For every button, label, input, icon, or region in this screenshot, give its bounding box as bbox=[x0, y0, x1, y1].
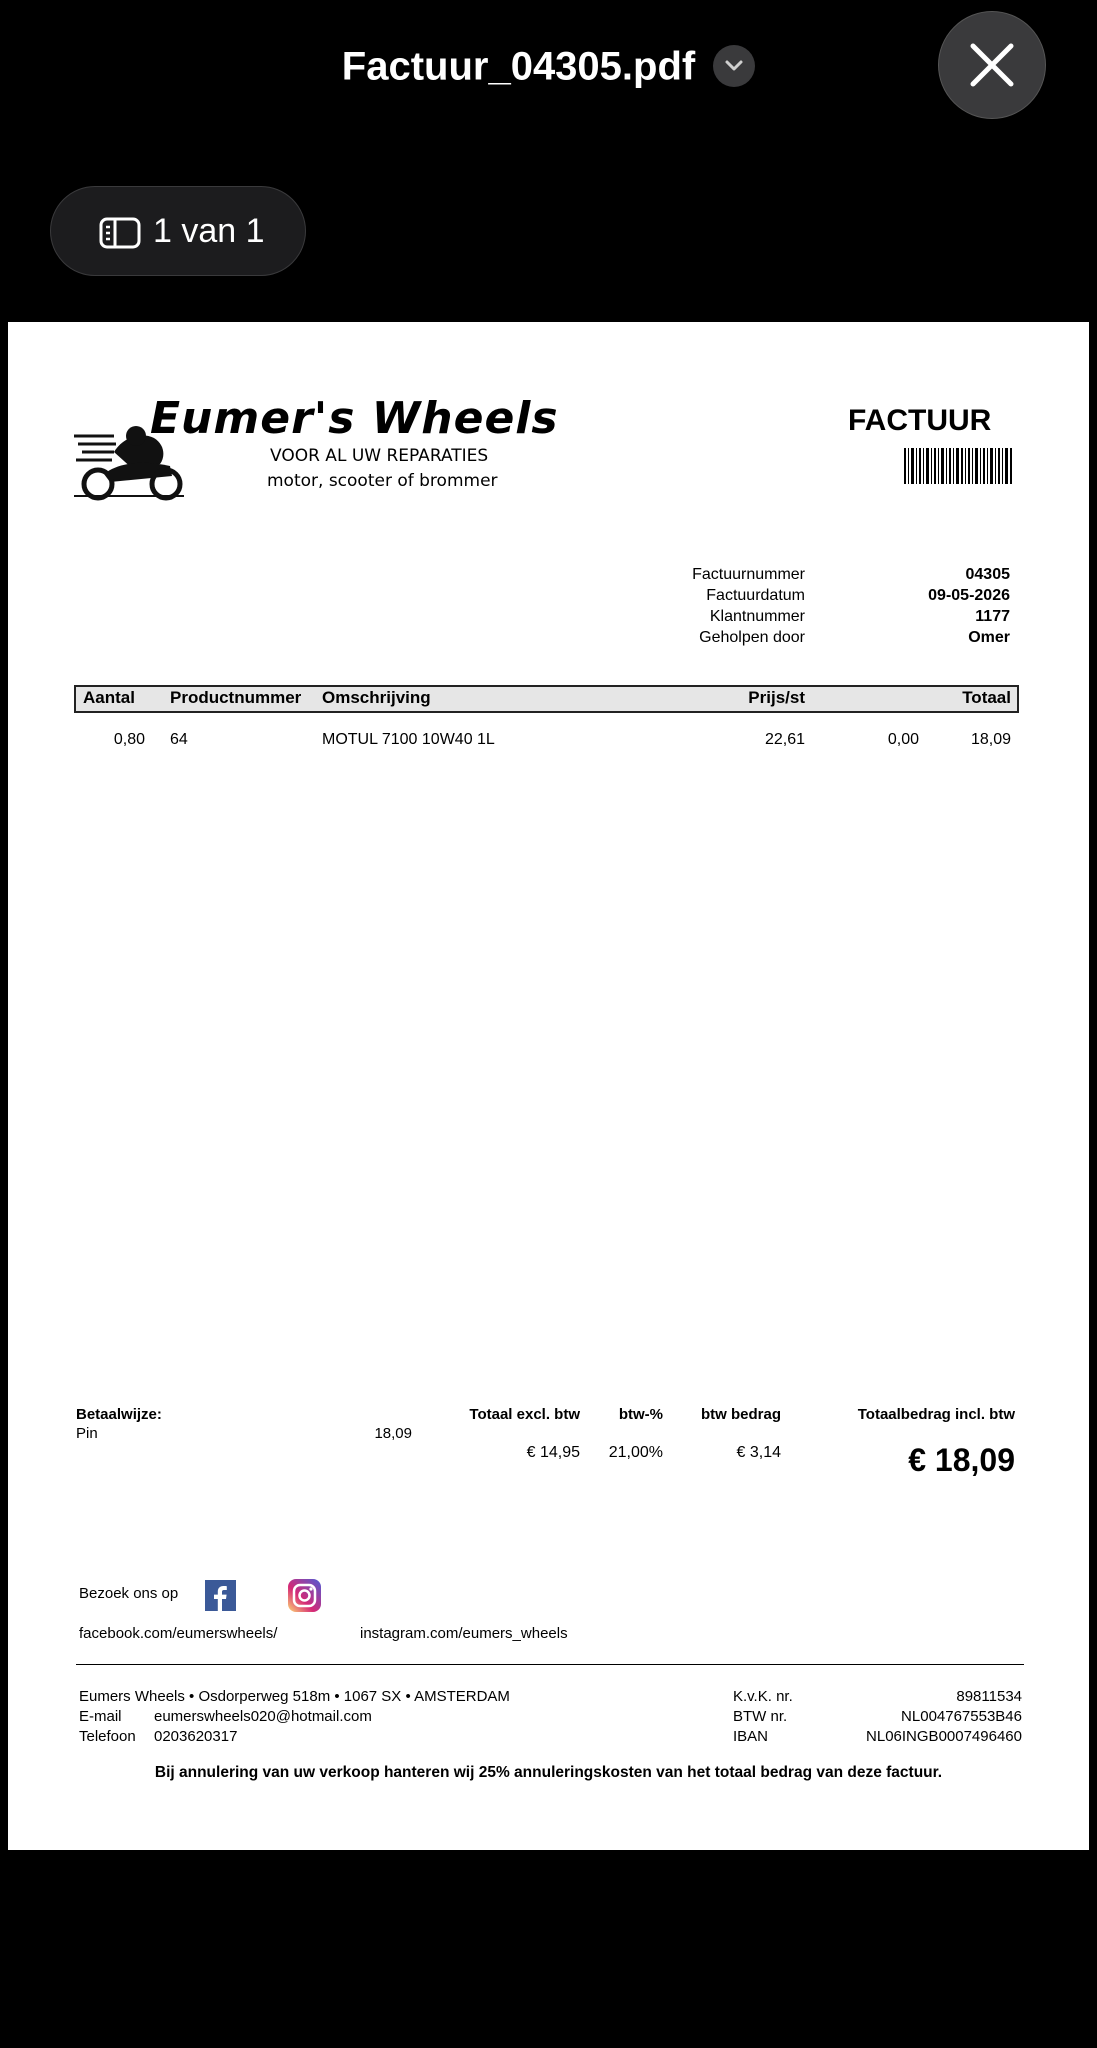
facebook-link[interactable]: facebook.com/eumerswheels/ bbox=[79, 1625, 278, 1642]
summary-btw-bedrag: € 3,14 bbox=[736, 1444, 781, 1461]
page-indicator-label: 1 van 1 bbox=[153, 212, 265, 250]
cell-omschrijving: MOTUL 7100 10W40 1L bbox=[322, 731, 495, 748]
instagram-icon bbox=[288, 1579, 321, 1612]
footer-iban-label: IBAN bbox=[733, 1728, 769, 1745]
file-name: Factuur_04305.pdf bbox=[341, 44, 696, 89]
footer-divider bbox=[76, 1664, 1024, 1665]
summary-btw-pct: 21,00% bbox=[608, 1444, 663, 1461]
invoice-page bbox=[8, 322, 1089, 1850]
footer-email[interactable]: eumerswheels020@hotmail.com bbox=[154, 1708, 372, 1725]
footer-phone: 0203620317 bbox=[154, 1728, 238, 1745]
footer-iban: NL06INGB0007496460 bbox=[866, 1728, 1022, 1745]
payment-heading: Betaalwijze: bbox=[76, 1406, 162, 1423]
meta-label-invoice-date: Factuurdatum bbox=[706, 587, 805, 604]
meta-label-customer-number: Klantnummer bbox=[709, 608, 805, 625]
facebook-icon bbox=[205, 1580, 236, 1611]
cell-korting: 0,00 bbox=[887, 731, 919, 748]
payment-method: Pin bbox=[76, 1425, 98, 1442]
cancellation-notice: Bij annulering van uw verkoop hanteren wij 25% annuleringskosten van het totaal bedrag van deze factuur. bbox=[154, 1764, 943, 1781]
page-indicator-button[interactable] bbox=[50, 186, 306, 276]
col-header-omschrijving: Omschrijving bbox=[322, 688, 431, 707]
summary-excl: € 14,95 bbox=[526, 1444, 580, 1461]
col-header-totaal: Totaal bbox=[962, 688, 1011, 707]
cell-productnummer: 64 bbox=[170, 731, 188, 748]
visit-label: Bezoek ons op bbox=[79, 1585, 179, 1602]
instagram-link[interactable]: instagram.com/eumers_wheels bbox=[360, 1625, 568, 1642]
cell-aantal: 0,80 bbox=[113, 731, 145, 748]
footer-btw: NL004767553B46 bbox=[901, 1708, 1022, 1725]
close-button[interactable] bbox=[938, 11, 1046, 119]
brand-name: Eumer's Wheels bbox=[150, 393, 559, 444]
slogan-line-1: VOOR AL UW REPARATIES bbox=[270, 446, 489, 466]
col-header-productnummer: Productnummer bbox=[170, 688, 302, 707]
summary-header-excl: Totaal excl. btw bbox=[469, 1406, 580, 1423]
footer-email-label: E-mail bbox=[79, 1708, 122, 1725]
summary-header-btw-bedrag: btw bedrag bbox=[700, 1406, 781, 1423]
meta-value-helped-by: Omer bbox=[968, 629, 1010, 646]
meta-value-invoice-number: 04305 bbox=[965, 566, 1010, 583]
grand-total: € 18,09 bbox=[908, 1442, 1015, 1478]
footer-address: Eumers Wheels • Osdorperweg 518m • 1067 SX • AMSTERDAM bbox=[79, 1688, 510, 1705]
viewer-header bbox=[0, 0, 1097, 130]
meta-value-invoice-date: 09-05-2026 bbox=[928, 587, 1010, 604]
barcode-icon bbox=[904, 448, 1014, 484]
slogan-line-2: motor, scooter of brommer bbox=[267, 471, 498, 491]
file-title-button[interactable] bbox=[0, 36, 1097, 94]
footer-btw-label: BTW nr. bbox=[733, 1708, 788, 1725]
summary-header-incl: Totaalbedrag incl. btw bbox=[857, 1406, 1015, 1423]
col-header-aantal: Aantal bbox=[83, 688, 135, 707]
meta-label-invoice-number: Factuurnummer bbox=[692, 566, 805, 583]
cell-prijs: 22,61 bbox=[764, 731, 805, 748]
footer-phone-label: Telefoon bbox=[79, 1728, 136, 1745]
footer-kvk: 89811534 bbox=[956, 1688, 1022, 1705]
close-icon bbox=[969, 42, 1015, 88]
meta-label-helped-by: Geholpen door bbox=[699, 629, 805, 646]
document-title: FACTUUR bbox=[848, 404, 992, 437]
col-header-prijs: Prijs/st bbox=[748, 688, 805, 707]
summary-header-btw-pct: btw-% bbox=[618, 1406, 663, 1423]
chevron-down-icon[interactable] bbox=[713, 45, 755, 87]
page-thumbnails-icon bbox=[99, 217, 141, 249]
meta-value-customer-number: 1177 bbox=[975, 608, 1010, 625]
footer-kvk-label: K.v.K. nr. bbox=[733, 1688, 793, 1705]
cell-totaal: 18,09 bbox=[970, 731, 1011, 748]
payment-amount: 18,09 bbox=[374, 1425, 412, 1442]
